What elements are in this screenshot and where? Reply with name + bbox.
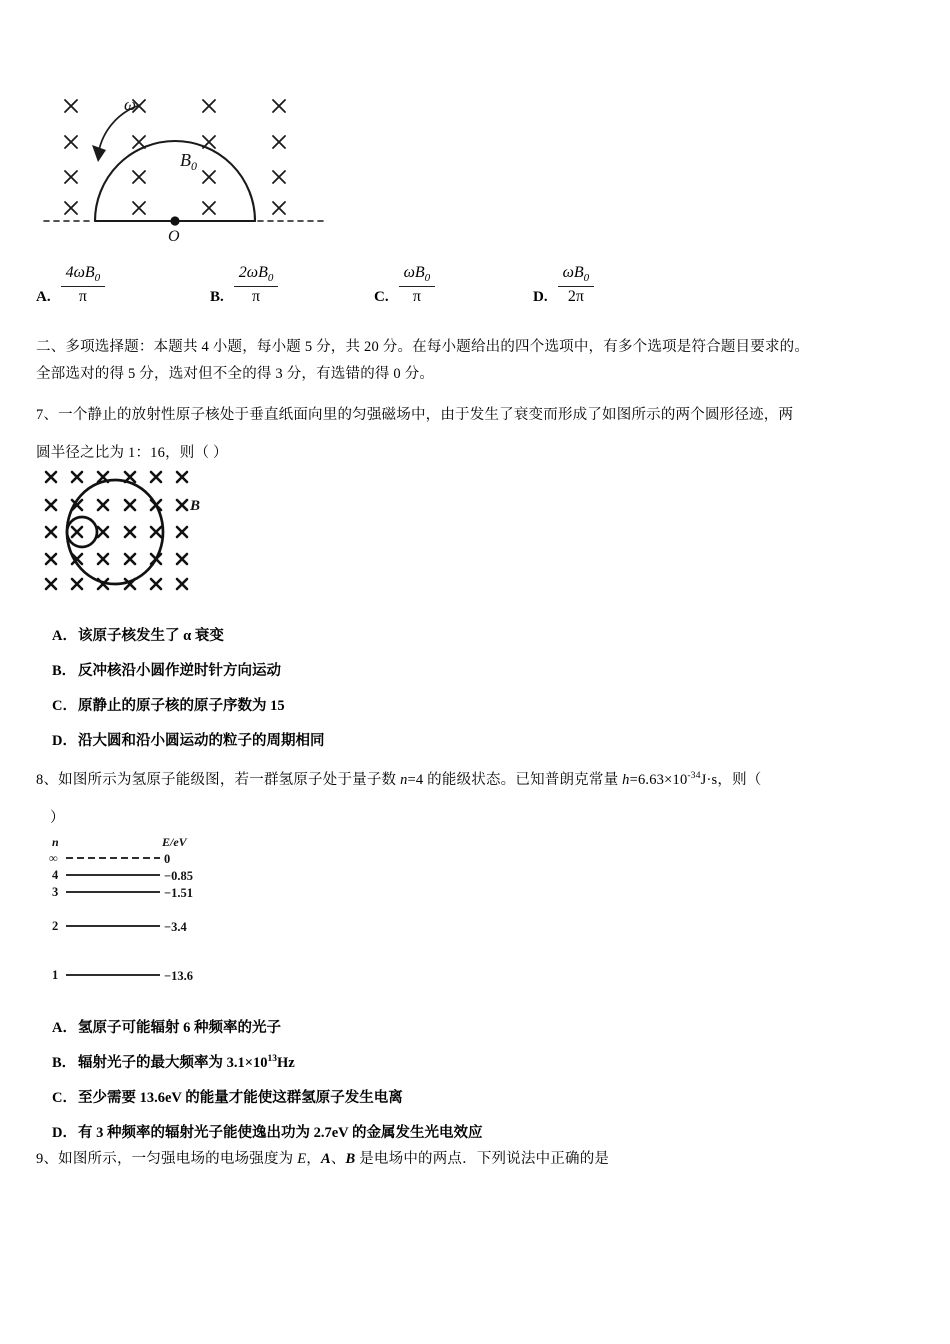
figure-hydrogen-energy-levels [44, 834, 254, 992]
question7-option-b[interactable] [52, 659, 281, 680]
option-b-subscript: 0 [267, 272, 274, 285]
option-c-fraction [399, 264, 436, 308]
option-d-subscript: 0 [583, 272, 590, 285]
question8-option-d-text: 有 3 种频率的辐射光子能使逸出功为 2.7eV 的金属发生光电效应 [78, 1125, 483, 1141]
option-c-subscript: 0 [424, 272, 431, 285]
question8-stem-prefix: 8、如图所示为氢原子能级图，若一群氢原子处于量子数 [36, 771, 401, 788]
option-c[interactable] [374, 252, 435, 308]
energy-level-4-value: −0.85 [164, 869, 193, 883]
question9-stem-prefix: 9、如图所示，一匀强电场的电场强度为 [36, 1151, 298, 1167]
question8-option-b-exponent: 13 [267, 1054, 278, 1065]
question7-option-a-mark: A． [52, 628, 77, 644]
option-a-numerator [61, 264, 106, 287]
energy-level-4-n: 4 [52, 868, 59, 882]
figure-decay-circular-tracks [40, 466, 220, 596]
energy-level-1-n: 1 [52, 968, 59, 982]
question9-stem-mid: ， [306, 1151, 321, 1167]
section-header [36, 334, 920, 388]
question8-option-a[interactable] [52, 1016, 281, 1037]
planck-constant-symbol: h [622, 771, 630, 788]
option-a-label: A. [36, 289, 51, 305]
option-a-fraction [61, 264, 106, 308]
question7-stem [36, 396, 920, 472]
question7-stem-line2: 圆半径之比为 1：16，则（ ） [36, 445, 228, 461]
rotation-arrow-head [92, 145, 106, 162]
option-c-numerator [399, 264, 436, 287]
small-circular-track [67, 517, 97, 547]
question8-option-a-text: 氢原子可能辐射 6 种频率的光子 [78, 1020, 281, 1036]
option-a-coeff: 4 [65, 263, 74, 281]
energy-level-2-value: −3.4 [164, 920, 187, 934]
energy-axis-e-header: E/eV [162, 835, 187, 849]
question9-stem-sep: 、 [330, 1151, 346, 1167]
question7-stem-line1: 7、一个静止的放射性原子核处于垂直纸面向里的匀强磁场中，由于发生了衰变而形成了如图所示的两个圆形径迹，两 [36, 407, 794, 423]
question8-option-d-mark: D． [52, 1125, 77, 1141]
center-label: O [168, 228, 180, 245]
quantum-number-symbol: n [400, 771, 408, 788]
question8-stem-line2: ） [50, 809, 65, 826]
figure-rotating-semicircle [42, 78, 342, 245]
field-strength-label: $B_0$ [180, 150, 197, 173]
option-b-fraction [234, 264, 279, 308]
question7-option-d[interactable] [52, 729, 325, 750]
option-b-symbol: ωB [246, 263, 268, 281]
question8-option-d[interactable] [52, 1121, 483, 1142]
magnetic-field-label: B [190, 498, 201, 514]
large-circular-track [67, 480, 163, 584]
option-b[interactable] [210, 252, 278, 308]
option-b-coeff: 2 [238, 263, 247, 281]
question8-option-a-mark: A． [52, 1020, 77, 1036]
question9-stem [36, 1146, 920, 1173]
question7-option-d-mark: D． [52, 733, 77, 749]
option-c-symbol: ωB [403, 263, 425, 281]
section-header-line2: 全部选对的得 5 分，选对但不全的得 3 分，有选错的得 0 分。 [36, 366, 435, 382]
question8-stem-value: =6.63×10 [629, 771, 688, 788]
section-header-line1: 二、多项选择题：本题共 4 小题，每小题 5 分，共 20 分。在每小题给出的四个选项中，有多个选项是符合题目要求的。 [36, 339, 810, 355]
field-strength-symbol-E: E [297, 1151, 307, 1167]
question7-option-a-text: 该原子核发生了 α 衰变 [78, 628, 224, 644]
point-symbol-A: A [320, 1151, 331, 1167]
option-b-label: B. [210, 289, 224, 305]
question8-stem [36, 757, 920, 837]
option-a-denominator: π [78, 288, 87, 306]
energy-level-3-n: 3 [52, 885, 59, 899]
option-d-fraction [558, 264, 595, 308]
question8-stem-line1 [36, 757, 920, 799]
question8-option-b-text: 辐射光子的最大频率为 3.1×10 [78, 1055, 268, 1071]
option-a[interactable] [36, 252, 105, 308]
point-symbol-B: B [345, 1151, 356, 1167]
energy-axis-n-header: n [52, 835, 59, 849]
question8-stem-exponent: -34 [687, 771, 701, 781]
question9-stem-suffix: 是电场中的两点．下列说法中正确的是 [355, 1151, 610, 1167]
question7-option-c[interactable] [52, 694, 285, 715]
omega-label: ω [124, 95, 137, 114]
option-b-denominator: π [252, 288, 261, 306]
option-b-numerator [234, 264, 279, 287]
option-c-denominator: π [412, 288, 421, 306]
question7-option-b-mark: B． [52, 663, 77, 679]
option-d-label: D. [533, 289, 548, 305]
question7-option-b-text: 反冲核沿小圆作逆时针方向运动 [78, 663, 281, 679]
energy-level-3-value: −1.51 [164, 886, 193, 900]
option-d-denominator: 2π [567, 288, 584, 306]
option-a-symbol: ωB [73, 263, 95, 281]
question8-option-b-unit: Hz [277, 1055, 295, 1071]
question8-option-c-mark: C． [52, 1090, 77, 1106]
option-c-label: C. [374, 289, 389, 305]
question7-option-a[interactable] [52, 624, 224, 645]
question8-option-c-text: 至少需要 13.6eV 的能量才能使这群氢原子发生电离 [78, 1090, 403, 1106]
energy-level-inf-n: ∞ [49, 851, 58, 865]
question8-stem-mid: =4 的能级状态。已知普朗克常量 [407, 771, 623, 788]
question8-option-b-mark: B． [52, 1055, 77, 1071]
question6-options-row [36, 252, 676, 308]
option-d-symbol: ωB [562, 263, 584, 281]
option-d-numerator [558, 264, 595, 287]
center-point-dot [170, 216, 179, 225]
question8-option-c[interactable] [52, 1086, 403, 1107]
semicircle-arc [95, 141, 255, 221]
energy-level-2-n: 2 [52, 919, 59, 933]
question8-stem-unit: J·s，则（ [700, 771, 762, 788]
question7-option-c-text: 原静止的原子核的原子序数为 15 [78, 698, 285, 714]
energy-level-1-value: −13.6 [164, 969, 193, 983]
energy-level-inf-value: 0 [164, 852, 171, 866]
option-d[interactable] [533, 252, 594, 308]
question7-option-d-text: 沿大圆和沿小圆运动的粒子的周期相同 [78, 733, 325, 749]
question8-option-b[interactable] [52, 1051, 295, 1072]
option-a-subscript: 0 [94, 272, 101, 285]
question7-option-c-mark: C． [52, 698, 77, 714]
